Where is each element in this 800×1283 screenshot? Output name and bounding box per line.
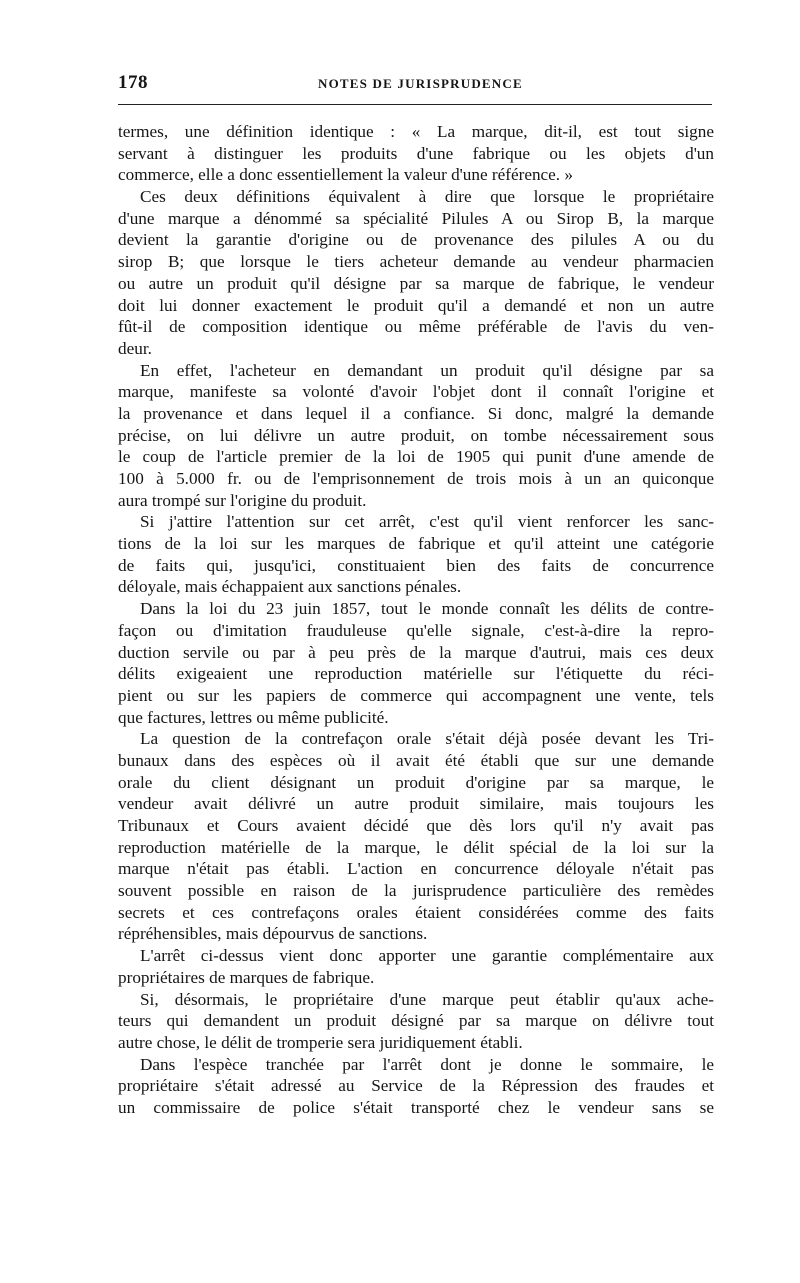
text-line: un commissaire de police s'était transporté chez le vendeur sans se — [118, 1097, 714, 1117]
body-text — [118, 121, 714, 1119]
text-line: précise, on lui délivre un autre produit, on tombe nécessairement sous — [118, 425, 714, 445]
text-line: vendeur avait délivré un autre produit similaire, mais toujours les — [118, 794, 714, 814]
text-line: souvent possible en raison de la jurisprudence particulière des remèdes — [118, 881, 714, 901]
text-line: orale du client désignant un produit d'origine par sa marque, le — [118, 772, 714, 792]
text-line: la provenance et dans lequel il a confiance. Si donc, malgré la demande — [118, 403, 714, 423]
text-line: marque, manifeste sa volonté d'avoir l'objet dont il connaît l'origine et — [118, 382, 714, 402]
text-line: déloyale, mais échappaient aux sanctions pénales. — [118, 577, 462, 597]
text-line: d'une marque a dénommé sa spécialité Pilules A ou Sirop B, la marque — [118, 208, 714, 228]
running-head — [118, 72, 712, 98]
header-rule — [118, 104, 712, 105]
text-line: pient ou sur les papiers de commerce qui accompagnent une vente, tels — [118, 685, 714, 705]
text-line: tions de la loi sur les marques de fabrique et qu'il atteint une catégorie — [118, 534, 714, 554]
text-line: En effet, l'acheteur en demandant un produit qu'il désigne par sa — [140, 360, 714, 380]
text-line: aura trompé sur l'origine du produit. — [118, 490, 367, 510]
text-line: La question de la contrefaçon orale s'était déjà posée devant les Tri- — [140, 729, 714, 749]
text-line: façon ou d'imitation frauduleuse qu'elle signale, c'est-à-dire la repro- — [118, 620, 714, 640]
text-line: de faits qui, jusqu'ici, constituaient bien des faits de concurrence — [118, 555, 714, 575]
text-line: que factures, lettres ou même publicité. — [118, 707, 389, 727]
text-line: Si j'attire l'attention sur cet arrêt, c'est qu'il vient renforcer les sanc- — [140, 512, 714, 532]
text-line: répréhensibles, mais dépourvus de sanctions. — [118, 924, 428, 944]
text-line: termes, une définition identique : « La marque, dit-il, est tout signe — [118, 122, 714, 141]
text-line: doit lui donner exactement le produit qu'il a demandé et non un autre — [118, 295, 714, 315]
text-line: 100 à 5.000 fr. ou de l'emprisonnement de trois mois à un an quiconque — [118, 469, 714, 488]
text-line: deur. — [118, 338, 152, 358]
text-line: L'arrêt ci-dessus vient donc apporter une garantie complémentaire aux — [140, 946, 714, 966]
text-line: servant à distinguer les produits d'une fabrique ou les objets d'un — [118, 143, 714, 163]
text-line: Dans l'espèce tranchée par l'arrêt dont je donne le sommaire, le — [140, 1054, 714, 1074]
text-line: le coup de l'article premier de la loi de 1905 qui punit d'une amende de — [118, 447, 714, 467]
text-line: propriétaires de marques de fabrique. — [118, 967, 375, 987]
page-number: 178 — [118, 72, 148, 93]
text-line: Dans la loi du 23 juin 1857, tout le monde connaît les délits de contre- — [140, 599, 714, 619]
running-title: NOTES DE JURISPRUDENCE — [318, 76, 523, 91]
text-line: reproduction matérielle de la marque, le délit spécial de la loi sur la — [118, 837, 714, 857]
text-line: bunaux dans des espèces où il avait été établi que sur une demande — [118, 750, 714, 770]
text-line: délits exigeaient une reproduction matérielle sur l'étiquette du réci- — [118, 664, 714, 684]
text-line: propriétaire s'était adressé au Service de la Répression des fraudes et — [118, 1076, 714, 1096]
text-line: teurs qui demandent un produit désigné par sa marque on délivre tout — [118, 1011, 714, 1031]
text-line: Si, désormais, le propriétaire d'une marque peut établir qu'aux ache- — [140, 989, 714, 1009]
text-line: sirop B; que lorsque le tiers acheteur demande au vendeur pharmacien — [118, 252, 714, 272]
text-line: Tribunaux et Cours avaient décidé que dès lors qu'il n'y avait pas — [118, 816, 714, 835]
text-line: Ces deux définitions équivalent à dire que lorsque le propriétaire — [140, 187, 714, 207]
text-line: marque n'était pas établi. L'action en concurrence déloyale n'était pas — [118, 859, 714, 879]
text-line: devient la garantie d'origine ou de provenance des pilules A ou du — [118, 230, 714, 250]
text-line: autre chose, le délit de tromperie sera juridiquement établi. — [118, 1032, 523, 1052]
text-line: duction servile ou par à peu près de la marque d'autrui, mais ces deux — [118, 642, 714, 662]
text-line: ou autre un produit qu'il désigne par sa marque de fabrique, le vendeur — [118, 273, 714, 293]
text-line: secrets et ces contrefaçons orales étaient considérées comme des faits — [118, 902, 714, 922]
text-line: commerce, elle a donc essentiellement la valeur d'une référence. » — [118, 165, 573, 185]
text-line: fût-il de composition identique ou même préférable de l'avis du ven- — [118, 317, 714, 337]
